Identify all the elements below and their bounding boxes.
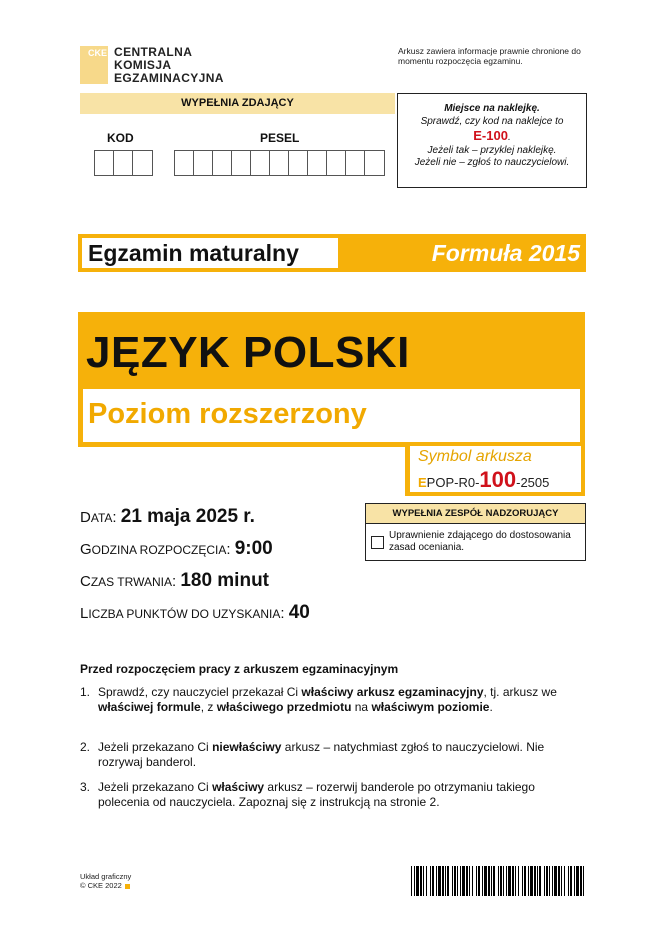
barcode-bar — [518, 866, 519, 896]
points-line: LICZBA PUNKTÓW DO UZYSKANIA: 40 — [80, 602, 310, 623]
symbol-code-e: E — [418, 475, 427, 490]
barcode-bar — [488, 866, 490, 896]
sticker-no-text: Jeżeli nie – zgłoś to nauczycielowi. — [414, 157, 570, 168]
barcode-bar — [445, 866, 446, 896]
barcode-bar — [500, 866, 502, 896]
symbol-code-number: 100 — [479, 467, 517, 492]
barcode-bar — [534, 866, 536, 896]
item-text: Jeżeli przekazano Ci — [98, 780, 213, 794]
supervisor-header: WYPEŁNIA ZESPÓŁ NADZORUJĄCY — [366, 504, 585, 524]
item-bold: niewłaściwy — [212, 740, 282, 754]
sticker-area[interactable] — [397, 93, 587, 188]
barcode-bar — [442, 866, 444, 896]
barcode-bar — [462, 866, 465, 896]
item-text: na — [351, 699, 372, 714]
start-time-line: GODZINA ROZPOCZĘCIA: 9:00 — [80, 538, 273, 559]
barcode-bar — [515, 866, 516, 896]
barcode-bar — [558, 866, 560, 896]
duration-value: 180 minut — [180, 570, 270, 591]
item-text: arkusz – rozerwij banderole po otrzymaniu takiego polecenia od nauczyciela. Zapoznaj się z instrukcją na stronie 2. — [98, 780, 535, 809]
time-label-initial: G — [80, 541, 92, 558]
barcode-bar — [549, 866, 550, 896]
barcode-bar — [574, 866, 575, 896]
barcode-bar — [546, 866, 548, 896]
barcode-bar — [484, 866, 487, 896]
legal-notice: Arkusz zawiera informacje prawnie chronione do momentu rozpoczęcia egzaminu. — [398, 46, 581, 66]
pesel-cell[interactable] — [194, 151, 213, 175]
barcode-bar — [436, 866, 437, 896]
instruction-item-3 — [80, 780, 580, 809]
instruction-item-2 — [80, 740, 580, 769]
footer-line-1: Układ graficzny — [80, 872, 132, 881]
item-number: 1. — [80, 685, 91, 699]
kod-label: KOD — [107, 131, 134, 145]
item-text: , tj. arkusz we — [483, 685, 557, 699]
barcode-bar — [554, 866, 557, 896]
logo-line-3: EGZAMINACYJNA — [114, 71, 224, 85]
exam-formula: Formuła 2015 — [431, 240, 580, 266]
symbol-label: Symbol arkusza — [418, 448, 532, 465]
barcode-bar — [454, 866, 456, 896]
item-bold: właściwy — [212, 780, 265, 794]
barcode-bar — [524, 866, 526, 896]
accommodation-label: Uprawnienie zdającego do dostosowania zasad oceniania. — [389, 530, 571, 553]
barcode-bar — [583, 866, 584, 896]
item-bold: właściwy arkusz egzaminacyjny — [301, 685, 484, 699]
kod-cell[interactable] — [114, 151, 133, 175]
barcode-bar — [576, 866, 579, 896]
item-number: 3. — [80, 780, 91, 794]
barcode-bar — [472, 866, 473, 896]
date-label-initial: D — [80, 509, 91, 526]
barcode-bar — [544, 866, 545, 896]
instructions-title: Przed rozpoczęciem pracy z arkuszem egzaminacyjnym — [80, 662, 399, 676]
logo-line-1: CENTRALNA — [114, 45, 193, 59]
sticker-check-text: Sprawdź, czy kod na naklejce to — [420, 115, 564, 127]
item-text: . — [489, 699, 493, 714]
accommodation-checkbox[interactable] — [371, 536, 384, 549]
pesel-cell[interactable] — [327, 151, 346, 175]
logo-line-2: KOMISJA — [114, 58, 172, 72]
item-text: Sprawdź, czy nauczyciel przekazał Ci — [98, 685, 302, 699]
symbol-code — [418, 468, 549, 495]
barcode-bar — [552, 866, 553, 896]
barcode-bar — [414, 866, 415, 896]
cke-logo-text — [114, 46, 224, 85]
barcode-bar — [498, 866, 499, 896]
barcode-bar — [423, 866, 424, 896]
barcode-bar — [491, 866, 492, 896]
cke-logo-mark — [80, 46, 108, 84]
subject-title: JĘZYK POLSKI — [86, 328, 410, 377]
date-line: DATA: 21 maja 2025 r. — [80, 506, 255, 527]
barcode-bar — [457, 866, 458, 896]
exam-name: Egzamin maturalny — [82, 238, 338, 268]
sticker-period: . — [507, 132, 511, 143]
pesel-input[interactable] — [174, 150, 385, 176]
barcode-bar — [508, 866, 511, 896]
barcode-bar — [539, 866, 541, 896]
kod-input[interactable] — [94, 150, 153, 176]
points-value: 40 — [288, 602, 310, 623]
item-text: Jeżeli przekazano Ci — [98, 740, 213, 754]
barcode-bar — [522, 866, 523, 896]
item-text: , z — [200, 699, 217, 714]
barcode-bar — [460, 866, 461, 896]
barcode-bar — [432, 866, 434, 896]
barcode-bar — [466, 866, 468, 896]
barcode-bar — [482, 866, 483, 896]
item-bold: właściwej formule — [98, 699, 201, 714]
logo-mark-text: CKE — [88, 48, 108, 58]
item-text: arkusz – natychmiast zgłoś to nauczycielowi. Nie rozrywaj banderol. — [98, 740, 545, 769]
duration-line: CZAS TRWANIA: 180 minut — [80, 570, 270, 591]
kod-cell[interactable] — [95, 151, 114, 175]
barcode-bar — [580, 866, 582, 896]
points-label-rest: ICZBA PUNKTÓW DO UZYSKANIA — [88, 607, 281, 621]
instruction-item-1 — [80, 685, 580, 714]
barcode-bar — [512, 866, 514, 896]
footer-credit — [80, 872, 131, 890]
sticker-title: Miejsce na naklejkę. — [444, 103, 540, 114]
exam-level: Poziom rozszerzony — [88, 398, 367, 430]
barcode-bar — [447, 866, 449, 896]
date-label-rest: ATA — [90, 511, 113, 525]
pesel-cell[interactable] — [213, 151, 232, 175]
kod-cell[interactable] — [133, 151, 152, 175]
barcode-bar — [564, 866, 565, 896]
pesel-cell[interactable] — [346, 151, 365, 175]
pesel-cell[interactable] — [251, 151, 270, 175]
symbol-code-mid: POP-R0- — [426, 475, 480, 490]
symbol-code-end: -2505 — [516, 475, 550, 490]
item-number: 2. — [80, 740, 91, 754]
barcode-bar — [503, 866, 504, 896]
footer-dot — [125, 884, 130, 889]
barcode-bar — [478, 866, 480, 896]
barcode-bar — [476, 866, 477, 896]
sticker-yes-text: Jeżeli tak – przyklej naklejkę. — [427, 144, 557, 156]
time-label-rest: ODZINA ROZPOCZĘCIA — [91, 543, 227, 557]
barcode-bar — [493, 866, 495, 896]
barcode-bar — [426, 866, 427, 896]
pesel-label: PESEL — [260, 131, 300, 145]
barcode-bar — [452, 866, 453, 896]
pesel-cell[interactable] — [289, 151, 308, 175]
barcode-bar — [506, 866, 507, 896]
barcode-bar — [416, 866, 419, 896]
date-value: 21 maja 2025 r. — [120, 506, 255, 527]
barcode-bar — [537, 866, 538, 896]
pesel-cell[interactable] — [175, 151, 194, 175]
footer-line-2: © CKE 2022 — [80, 881, 122, 890]
duration-label-initial: C — [80, 573, 91, 590]
pesel-cell[interactable] — [365, 151, 384, 175]
barcode-bar — [469, 866, 470, 896]
points-label-initial: L — [80, 605, 89, 622]
sticker-code: E-100 — [473, 128, 508, 143]
barcode-bar — [530, 866, 533, 896]
item-bold: właściwego przedmiotu — [216, 699, 352, 714]
barcode-bar — [570, 866, 572, 896]
barcode-bar — [420, 866, 422, 896]
barcode-bar — [561, 866, 562, 896]
pesel-cell[interactable] — [232, 151, 251, 175]
candidate-fill-header: WYPEŁNIA ZDAJĄCY — [80, 93, 395, 114]
barcode-bar — [438, 866, 441, 896]
barcode — [411, 866, 585, 896]
pesel-cell[interactable] — [270, 151, 289, 175]
item-bold: właściwym poziomie — [371, 699, 490, 714]
barcode-bar — [430, 866, 431, 896]
barcode-bar — [528, 866, 529, 896]
barcode-bar — [568, 866, 569, 896]
supervisor-box — [365, 503, 586, 561]
pesel-cell[interactable] — [308, 151, 327, 175]
time-value: 9:00 — [234, 538, 273, 559]
duration-label-rest: ZAS TRWANIA — [90, 575, 172, 589]
barcode-bar — [411, 866, 412, 896]
